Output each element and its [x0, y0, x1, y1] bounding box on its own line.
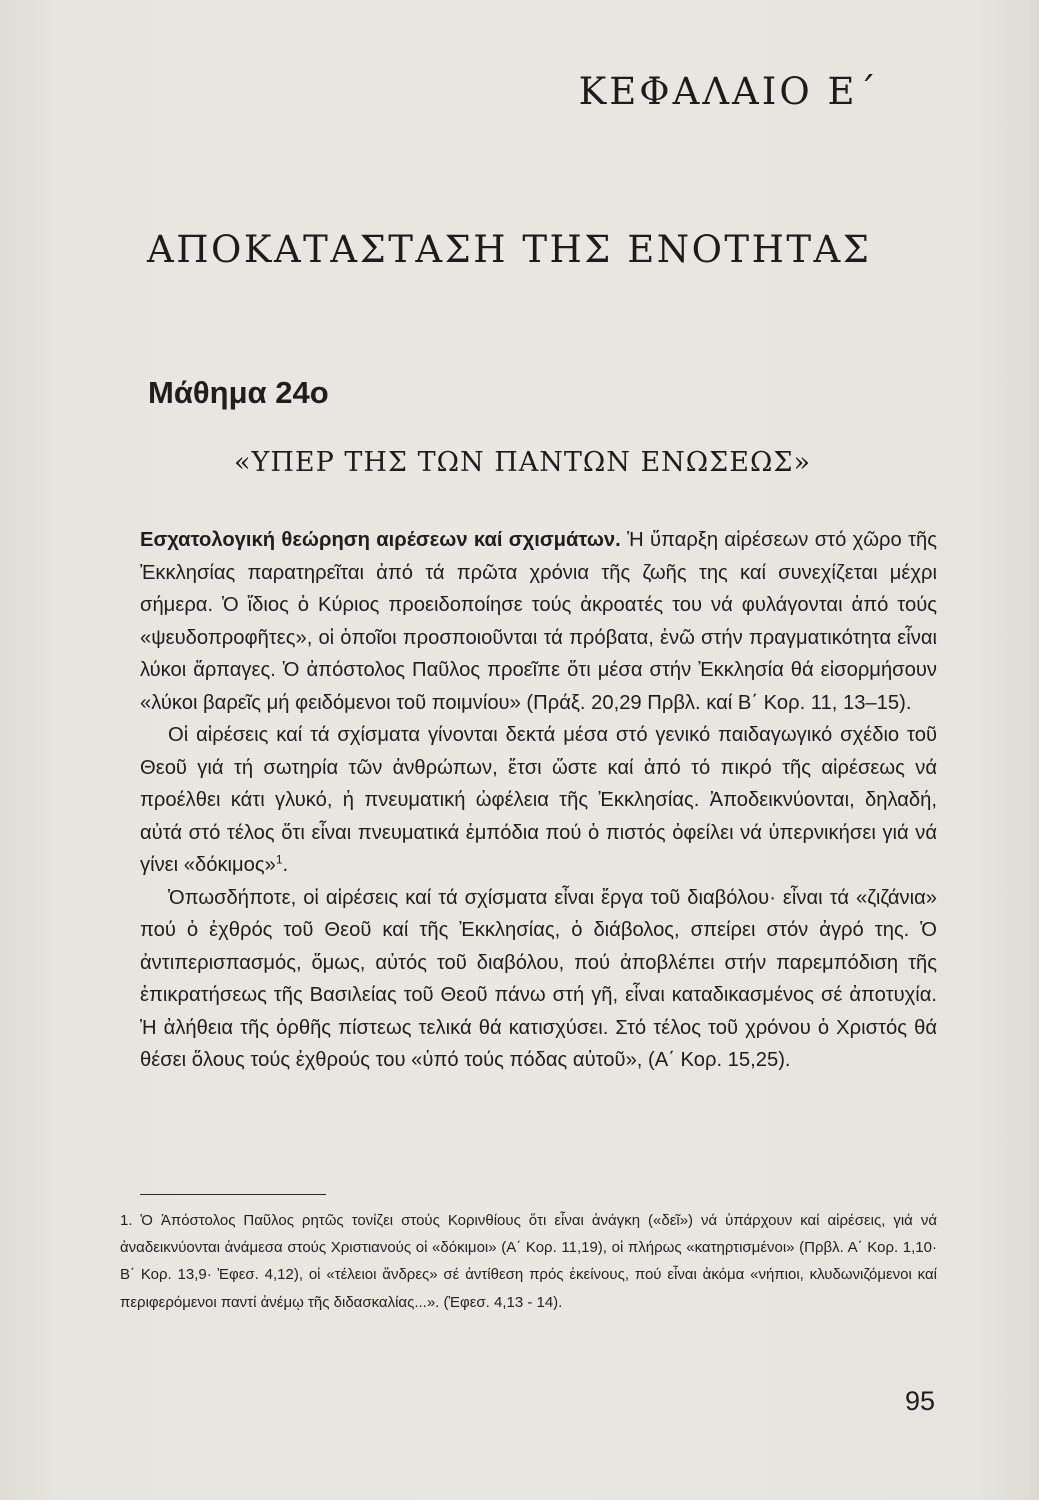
lesson-number: Μάθημα 24ο: [148, 375, 329, 410]
footnote-1: 1. Ὁ Ἀπόστολος Παῦλος ρητῶς τονίζει στούς Κορινθίους ὅτι εἶναι ἀνάγκη («δεῖ») νά ὑπάρχουν καί αἱρέσεις, γιά νά ἀναδεικνύονται ἀνάμεσα στούς Χριστιανούς οἱ «δόκιμοι» (Α΄ Κορ. 11,19), οἱ πλήρως «κατηρτισμένοι» (Πρβλ. Α΄ Κορ. 1,10· Β΄ Κορ. 13,9· Ἐφεσ. 4,12), οἱ «τέλειοι ἄνδρες» σέ ἀντίθεση πρός ἐκείνους, πού εἶναι ἀκόμα «νήπιοι, κλυδωνιζόμενοι καί περιφερόμενοι παντί ἀνέμῳ τῆς διδασκαλίας...». (Ἐφεσ. 4,13 - 14).: [120, 1212, 937, 1311]
section-heading: Εσχατολογική θεώρηση αιρέσεων καί σχισμάτων.: [140, 529, 621, 551]
lesson-title: «ΥΠΕΡ ΤΗΣ ΤΩΝ ΠΑΝΤΩΝ ΕΝΩΣΕΩΣ»: [234, 447, 811, 478]
chapter-label: ΚΕΦΑΛΑΙΟ Ε΄: [578, 70, 879, 113]
paragraph-2-end: .: [282, 854, 289, 876]
paragraph-3-text: Ὁπωσδήποτε, οἱ αἱρέσεις καί τά σχίσματα εἶναι ἔργα τοῦ διαβόλου· εἶναι τά «ζιζάνια» πού ὁ ἐχθρός τοῦ Θεοῦ καί τῆς Ἐκκλησίας, ὁ διάβολος, σπείρει στόν ἀγρό της. Ὁ ἀντιπερισπασμός, ὅμως, αὐτός τοῦ διαβόλου, πού ἀποβλέπει στήν παρεμπόδιση τῆς ἐπικρατήσεως τῆς Βασιλείας τοῦ Θεοῦ πάνω στή γῆ, εἶναι καταδικασμένος σέ ἀποτυχία. Ἡ ἀλήθεια τῆς ὀρθῆς πίστεως τελικά θά κατισχύσει. Στό τέλος τοῦ χρόνου ὁ Χριστός θά θέσει ὅλους τούς ἐχθρούς του «ὑπό τούς πόδας αὐτοῦ», (Α΄ Κορ. 15,25).: [140, 886, 937, 1071]
footnotes: [120, 1207, 937, 1316]
footnote-divider: [140, 1194, 326, 1195]
paragraph-1: [140, 524, 937, 719]
paragraph-1-text: Ἡ ὕπαρξη αἱρέσεων στό χῶρο τῆς Ἐκκλησίας παρατηρεῖται ἀπό τά πρῶτα χρόνια τῆς ζωῆς της καί συνεχίζεται μέχρι σήμερα. Ὁ ἴδιος ὁ Κύριος προειδοποίησε τούς ἀκροατές του νά φυλάγονται ἀπό τούς «ψευδοπροφῆτες», οἱ ὁποῖοι προσποιοῦνται τά πρόβατα, ἐνῶ στήν πραγματικότητα εἶναι λύκοι ἅρπαγες. Ὁ ἀπόστολος Παῦλος προεῖπε ὅτι μέσα στήν Ἐκκλησία θά εἰσορμήσουν «λύκοι βαρεῖς μή φειδόμενοι τοῦ ποιμνίου» (Πράξ. 20,29 Πρβλ. καί Β΄ Κορ. 11, 13–15).: [140, 529, 938, 714]
paragraph-2: [140, 719, 937, 882]
page-number: 95: [905, 1386, 936, 1416]
footnote-reference: 1: [275, 852, 283, 867]
paragraph-3: [140, 882, 937, 1077]
chapter-title: ΑΠΟΚΑΤΑΣΤΑΣΗ ΤΗΣ ΕΝΟΤΗΤΑΣ: [147, 228, 872, 271]
paragraph-2-text: Οἱ αἱρέσεις καί τά σχίσματα γίνονται δεκτά μέσα στό γενικό παιδαγωγικό σχέδιο τοῦ Θεοῦ γιά τή σωτηρία τῶν ἀνθρώπων, ἔτσι ὥστε καί ἀπό τό πικρό τῆς αἱρέσεως νά προέλθει κάτι γλυκό, ἡ πνευματική ὠφέλεια τῆς Ἐκκλησίας. Ἀποδεικνύονται, δηλαδή, αὐτά στό τέλος ὅτι εἶναι πνευματικά ἐμπόδια πού ὁ πιστός ὀφείλει νά ὑπερνικήσει γιά νά γίνει «δόκιμος»: [140, 724, 937, 876]
body-text: [140, 524, 937, 1077]
